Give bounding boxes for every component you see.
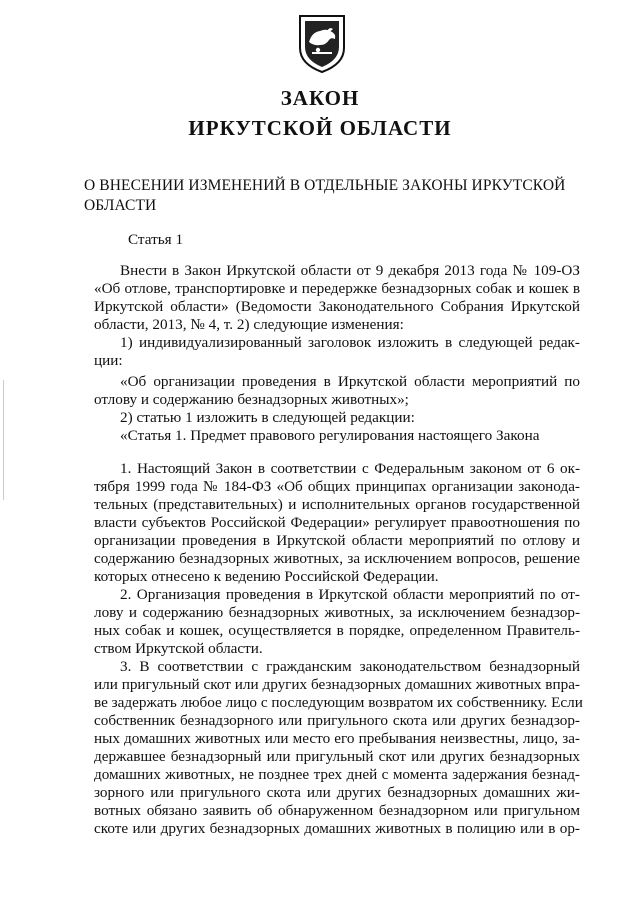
- text-line: «Об отлове, транспортировке и передержке безнадзорных собак и кошек в: [94, 280, 580, 297]
- text-line: лову и содержанию безнадзорных животных, за исключением безнадзор-: [94, 604, 580, 621]
- text-line: ством Иркутской области.: [94, 640, 263, 657]
- coat-of-arms-icon: [296, 12, 348, 74]
- text-line: отлову и содержанию безнадзорных животных»;: [94, 391, 409, 408]
- text-line: ве задержать любое лицо с последующим возвратом их собственнику. Если: [94, 694, 583, 711]
- text-line: тельных (представительных) и исполнительных органов государственной: [94, 496, 580, 513]
- text-line: 1. Настоящий Закон в соответствии с Федеральным законом от 6 ок-: [120, 460, 580, 477]
- text-line: тября 1999 года № 184-ФЗ «Об общих принципах организации законода-: [94, 478, 580, 495]
- text-line: области, 2013, № 4, т. 2) следующие изменения:: [94, 316, 404, 333]
- text-line: державшее безнадзорный или пригульный скот или других безнадзорных: [94, 748, 580, 765]
- text-line: которых отнесено к ведению Российской Федерации.: [94, 568, 439, 585]
- text-line: Иркутской области» (Ведомости Законодательного Собрания Иркутской: [94, 298, 580, 315]
- text-line: или пригульный скот или других безнадзорных домашних животных впра-: [94, 676, 580, 693]
- text-line: 2. Организация проведения в Иркутской области мероприятий по от-: [120, 586, 580, 603]
- text-line: зорного или пригульного скота или других безнадзорных домашних жи-: [94, 784, 580, 801]
- text-line: ции:: [94, 352, 123, 369]
- region-title: ИРКУТСКОЙ ОБЛАСТИ: [188, 116, 452, 140]
- text-line: организации проведения в Иркутской области мероприятий по отлову и: [94, 532, 580, 549]
- text-line: 3. В соответствии с гражданским законодательством безнадзорный: [120, 658, 580, 675]
- text-line: вотных обязано заявить об обнаруженном безнадзорном или пригульном: [94, 802, 580, 819]
- text-line: «Статья 1. Предмет правового регулирования настоящего Закона: [120, 427, 540, 444]
- law-heading-line: О ВНЕСЕНИИ ИЗМЕНЕНИЙ В ОТДЕЛЬНЫЕ ЗАКОНЫ ИРКУТСКОЙ: [84, 177, 566, 194]
- text-line: содержанию безнадзорных животных, за исключением вопросов, решение: [94, 550, 580, 567]
- law-title: ЗАКОН: [280, 86, 360, 110]
- text-line: Внести в Закон Иркутской области от 9 декабря 2013 года № 109-ОЗ: [120, 262, 580, 279]
- text-line: ных домашних животных или место его пребывания неизвестны, лицо, за-: [94, 730, 580, 747]
- law-heading-line: ОБЛАСТИ: [84, 197, 157, 214]
- text-line: 1) индивидуализированный заголовок изложить в следующей редак-: [120, 334, 580, 351]
- text-line: власти субъектов Российской Федерации» регулирует правоотношения по: [94, 514, 580, 531]
- scan-edge: [3, 380, 4, 500]
- text-line: «Об организации проведения в Иркутской области мероприятий по: [120, 373, 580, 390]
- text-line: 2) статью 1 изложить в следующей редакции:: [120, 409, 415, 426]
- text-line: домашних животных, не позднее трех дней с момента задержания безнад-: [94, 766, 580, 783]
- text-line: ных собак и кошек, осуществляется в порядке, определенном Правитель-: [94, 622, 580, 639]
- text-line: скоте или других безнадзорных домашних животных в полицию или в ор-: [94, 820, 580, 837]
- article-label: Статья 1: [128, 231, 184, 248]
- text-line: собственник безнадзорного или пригульного скота или других безнадзор-: [94, 712, 580, 729]
